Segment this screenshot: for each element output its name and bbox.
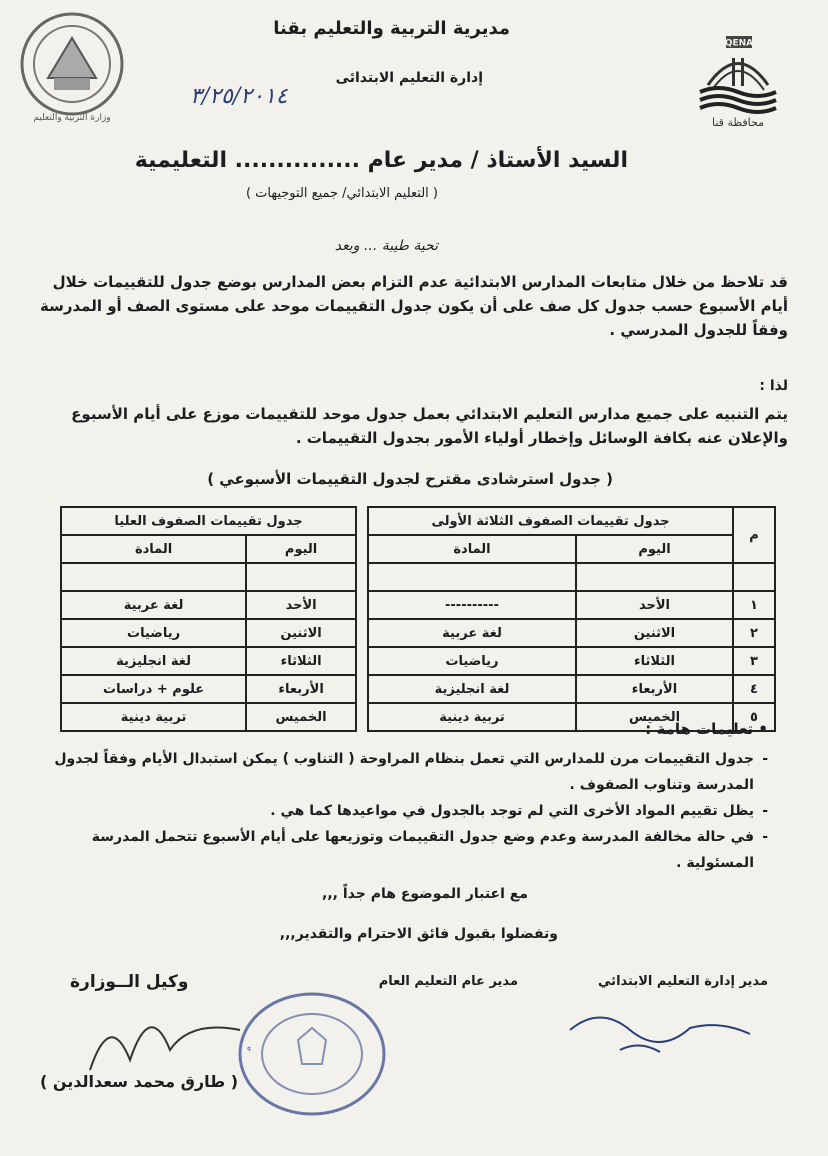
row-day: الأحد <box>576 591 733 619</box>
row-number: ١ <box>733 591 775 619</box>
table-row <box>61 591 775 619</box>
row-number: ٤ <box>733 675 775 703</box>
row-subject: رياضيات <box>61 619 246 647</box>
row-subject: لغة انجليزية <box>61 647 246 675</box>
signature-scribble-primary-icon <box>560 1000 760 1060</box>
col-m-header: م <box>733 507 775 563</box>
row-subject: رياضيات <box>368 647 576 675</box>
table-row <box>61 675 775 703</box>
row-subject: علوم + دراسات <box>61 675 246 703</box>
signature-scribble-deputy-icon <box>80 990 250 1080</box>
row-day: الخميس <box>576 703 733 731</box>
logo-caption: محافظة قنا <box>712 116 764 129</box>
row-day: الأربعاء <box>576 675 733 703</box>
table-caption: ( جدول استرشادى مقترح لجدول التقييمات الأسبوعي ) <box>207 470 613 488</box>
row-subject: لغة عربية <box>368 619 576 647</box>
addressee-cc: ( التعليم الابتدائي/ جميع التوجيهات ) <box>245 186 438 201</box>
body-paragraph-2: يتم التنبيه على جميع مدارس التعليم الابتدائي بعمل جدول موحد للتقييمات موزع على أيام الأسبوع والإعلان عنه بكافة الوسائل وإخطار أولياء الأمور بجدول التقييمات . <box>71 405 788 447</box>
row-day: الخميس <box>246 703 356 731</box>
closing-line-1: مع اعتبار الموضوع هام جداً ,,, <box>322 886 528 902</box>
list-item: - جدول التقييمات مرن للمدارس التي تعمل بنظام المراوحة ( التناوب ) يمكن استبدال الأيام وفقاً لجدول المدرسة وتناوب الصفوف . <box>48 746 768 798</box>
list-item: - يظل تقييم المواد الأخرى التي لم توجد بالجدول في مواعيدها كما هي . <box>48 798 768 824</box>
addressee-title: السيد الأستاذ / مدير عام ............... التعليمية <box>134 148 628 173</box>
day-header: اليوم <box>246 535 356 563</box>
signature-primary-manager: مدير إدارة التعليم الابتدائي <box>598 974 768 989</box>
greeting: تحية طيبة ... وبعد <box>334 238 438 254</box>
row-day: الاثنين <box>246 619 356 647</box>
table-row <box>61 647 775 675</box>
body-paragraph-1: قد تلاحظ من خلال متابعات المدارس الابتدائية عدم التزام بعض المدارس بوضع جدول للتقييمات خلال أيام الأسبوع حسب جدول كل صف على أن يكون جدول التقييمات موحد على مستوى الصف أو المدرسة وفقاً للجدول المدرسي . <box>40 273 788 339</box>
stamp-text: م <box>242 1045 254 1052</box>
row-day: الاثنين <box>576 619 733 647</box>
subject-header: المادة <box>368 535 576 563</box>
row-subject: لغة انجليزية <box>368 675 576 703</box>
group1-title: جدول تقييمات الصفوف الثلاثة الأولى <box>368 507 733 535</box>
body-lidha: لذا : <box>759 378 788 394</box>
signature-deputy: وكيل الــوزارة <box>70 972 189 992</box>
row-subject: تربية دينية <box>61 703 246 731</box>
row-subject: تربية دينية <box>368 703 576 731</box>
governorate-logo <box>688 30 788 130</box>
table-subheader-row <box>61 535 775 563</box>
signature-deputy-name: ( طارق محمد سعدالدين ) <box>40 1072 239 1091</box>
department-title: إدارة التعليم الابتدائى <box>335 70 483 86</box>
ministry-logo <box>18 8 126 126</box>
row-number: ٣ <box>733 647 775 675</box>
directorate-title: مديرية التربية والتعليم بقنا <box>273 18 510 39</box>
row-day: الثلاثاء <box>576 647 733 675</box>
closing-line-2: وتفضلوا بقبول فائق الاحترام والتقدير,,, <box>279 926 558 942</box>
row-subject: لغة عربية <box>61 591 246 619</box>
row-day: الثلاثاء <box>246 647 356 675</box>
subject-header: المادة <box>61 535 246 563</box>
table-header-row <box>61 507 775 535</box>
table-row <box>61 619 775 647</box>
signature-general-manager: مدير عام التعليم العام <box>378 974 518 989</box>
official-stamp <box>236 990 388 1118</box>
list-item: - في حالة مخالفة المدرسة وعدم وضع جدول التقييمات وتوزيعها على أيام الأسبوع تتحمل المدرسة المسئولية . <box>48 824 768 876</box>
logo-banner-text: QENA <box>724 38 754 49</box>
handwritten-date: ٣/٢٥/٢٠١٤ <box>190 84 288 109</box>
row-number: ٢ <box>733 619 775 647</box>
day-header: اليوم <box>576 535 733 563</box>
row-day: الأحد <box>246 591 356 619</box>
row-subject: ---------- <box>368 591 576 619</box>
logo-left-caption: وزارة التربية والتعليم <box>33 113 111 123</box>
schedule-table <box>60 506 776 732</box>
notes-list <box>48 746 768 876</box>
row-number: ٥ <box>733 703 775 731</box>
row-day: الأربعاء <box>246 675 356 703</box>
notes-title: • تعليمات هامة : <box>645 720 768 738</box>
group2-title: جدول تقييمات الصفوف العليا <box>61 507 356 535</box>
